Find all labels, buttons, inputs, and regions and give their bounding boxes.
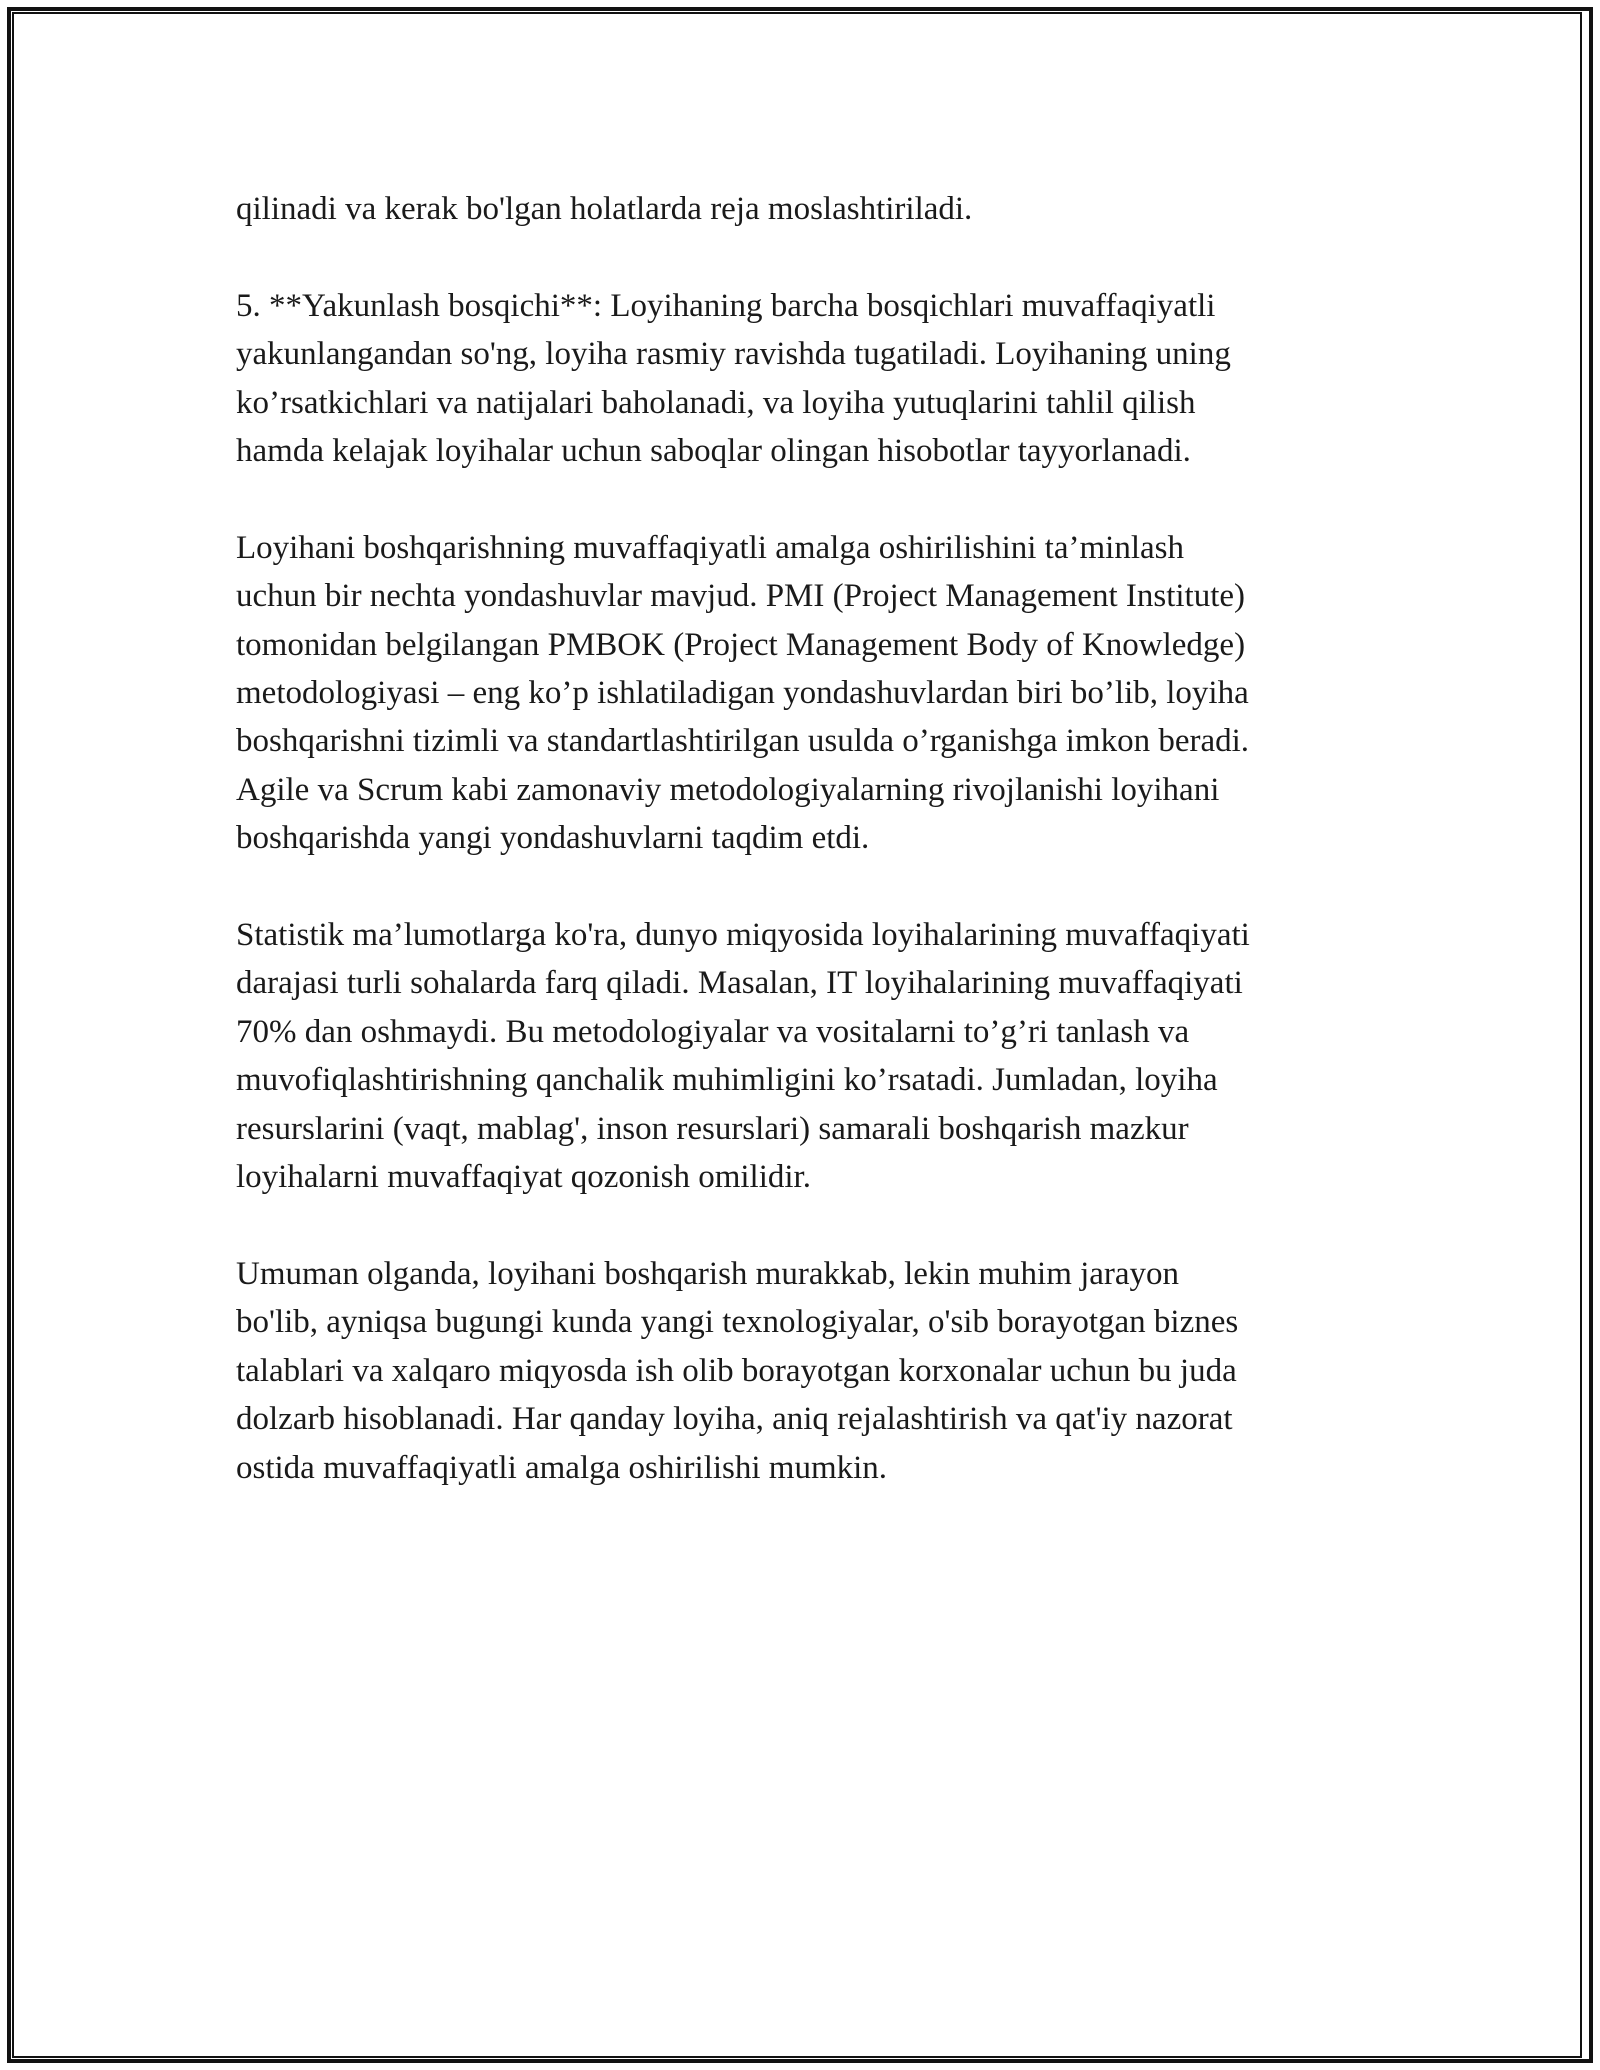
document-body bbox=[236, 185, 1386, 1540]
paragraph-statistics: Statistik ma’lumotlarga ko'ra, dunyo miqyosida loyihalarining muvaffaqiyati darajasi turli sohalarda farq qiladi. Masalan, IT loyihalarining muvaffaqiyati 70% dan oshmaydi. Bu metodologiyalar va vositalarni to’g’ri tanlash va muvofiqlashtirishning qanchalik muhimligini ko’rsatadi. Jumladan, loyiha resurslarini (vaqt, mablag', inson resurslari) samarali boshqarish mazkur loyihalarni muvaffaqiyat qozonish omilidir. bbox=[236, 917, 1250, 1196]
paragraph-conclusion: Umuman olganda, loyihani boshqarish murakkab, lekin muhim jarayon bo'lib, ayniqsa bugungi kunda yangi texnologiyalar, o'sib borayotgan biznes talablari va xalqaro miqyosda ish olib borayotgan korxonalar uchun bu juda dolzarb hisoblanadi. Har qanday loyiha, aniq rejalashtirish va qat'iy nazorat ostida muvaffaqiyatli amalga oshirilishi mumkin. bbox=[236, 1255, 1239, 1486]
paragraph-methodologies: Loyihani boshqarishning muvaffaqiyatli amalga oshirilishini ta’minlash uchun bir nechta yondashuvlar mavjud. PMI (Project Management Institute) tomonidan belgilangan PMBOK (Project Management Body of Knowledge) metodologiyasi – eng ko’p ishlatiladigan yondashuvlardan biri bo’lib, loyiha boshqarishni tizimli va standartlashtirilgan usulda o’rganishga imkon beradi. Agile va Scrum kabi zamonaviy metodologiyalarning rivojlanishi loyihani boshqarishda yangi yondashuvlarni taqdim etdi. bbox=[236, 529, 1250, 857]
paragraph-continuation: qilinadi va kerak bo'lgan holatlarda reja moslashtiriladi. bbox=[236, 191, 973, 227]
paragraph-closing-stage: 5. **Yakunlash bosqichi**: Loyihaning barcha bosqichlari muvaffaqiyatli yakunlangandan so'ng, loyiha rasmiy ravishda tugatiladi. Loyihaning uning ko’rsatkichlari va natijalari baholanadi, va loyiha yutuqlarini tahlil qilish hamda kelajak loyihalar uchun saboqlar olingan hisobotlar tayyorlanadi. bbox=[236, 287, 1231, 470]
